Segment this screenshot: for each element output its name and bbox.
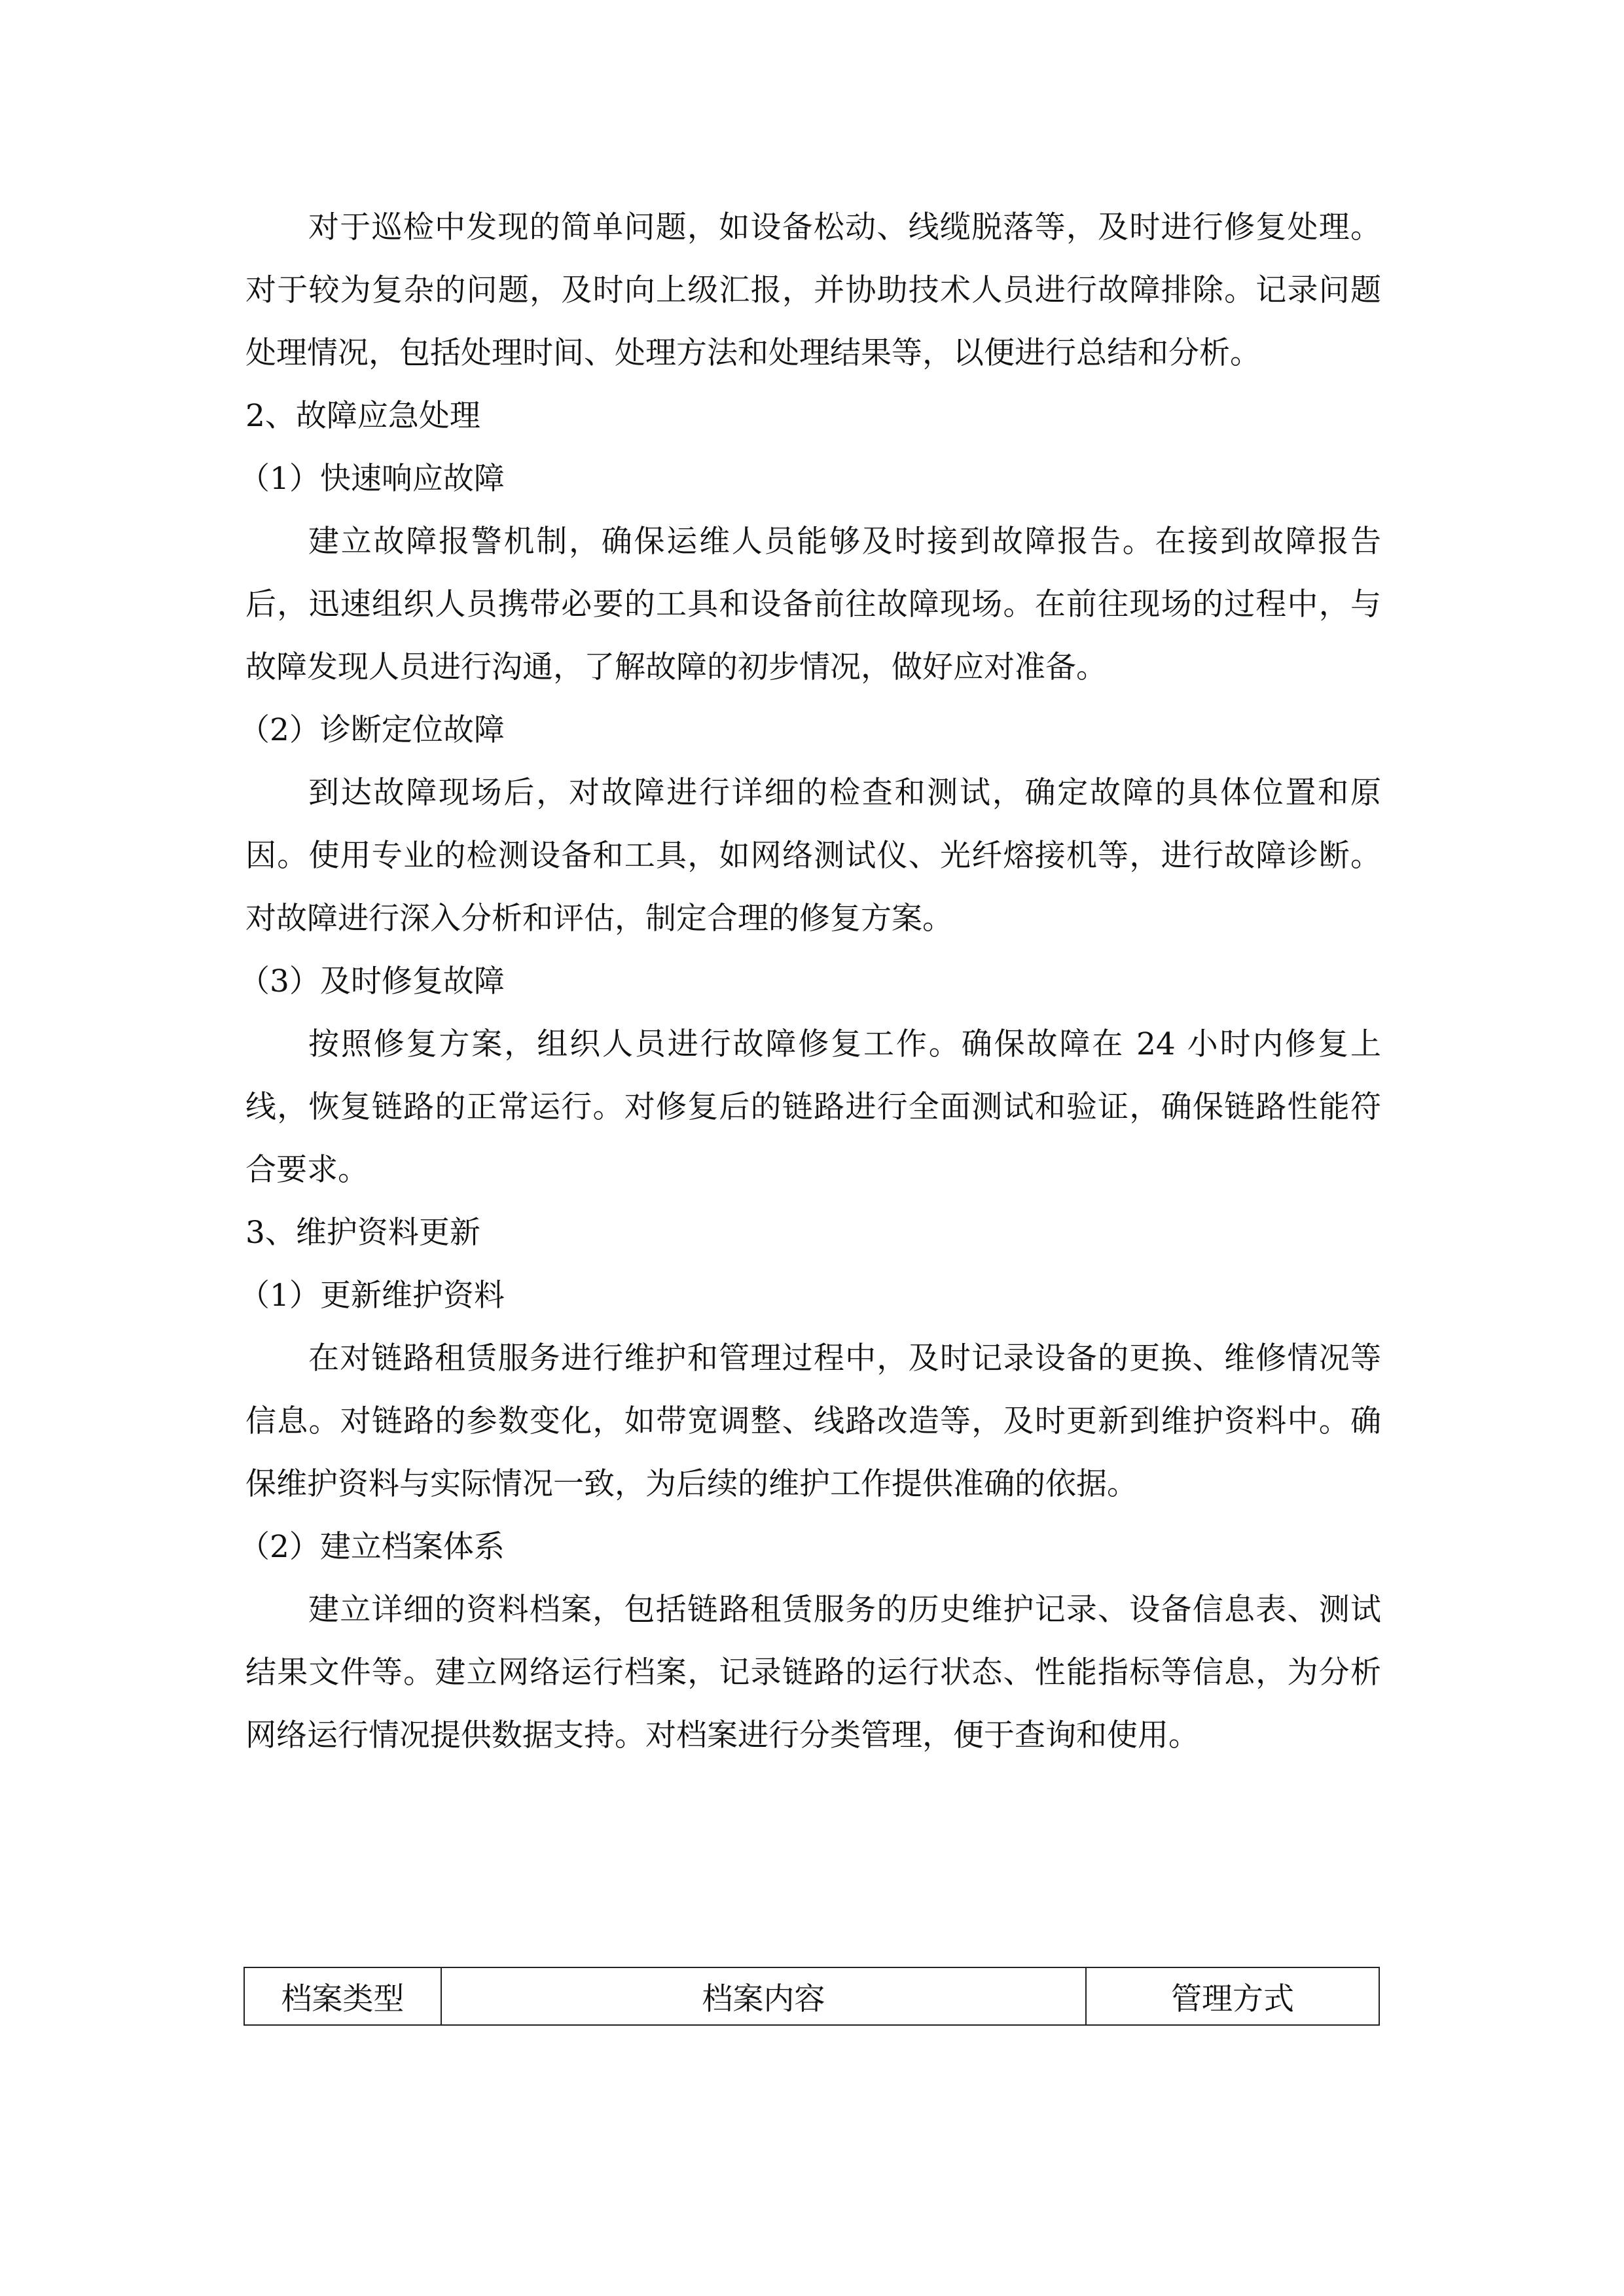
subheading-repair-fault: （3）及时修复故障 <box>239 963 505 999</box>
archive-table <box>244 1967 1380 2026</box>
subheading-update-docs: （1）更新维护资料 <box>239 1278 505 1314</box>
column-header-archive-type: 档案类型 <box>244 1967 441 2025</box>
column-header-archive-content: 档案内容 <box>441 1967 1086 2025</box>
heading-fault-emergency: 2、故障应急处理 <box>245 398 480 434</box>
subheading-diagnose-fault: （2）诊断定位故障 <box>239 712 505 748</box>
document-page <box>239 196 1381 1767</box>
paragraph-quick-response: 建立故障报警机制，确保运维人员能够及时接到故障报告。在接到故障报告后，迅速组织人员携带必要的工具和设备前往故障现场。在前往现场的过程中，与故障发现人员进行沟通，了解故障的初步情况，做好应对准备。 <box>245 524 1381 685</box>
column-header-management-method: 管理方式 <box>1086 1967 1379 2025</box>
paragraph-repair-fault: 按照修复方案，组织人员进行故障修复工作。确保故障在 24 小时内修复上线，恢复链路的正常运行。对修复后的链路进行全面测试和验证，确保链路性能符合要求。 <box>245 1026 1381 1188</box>
paragraph-diagnose-fault: 到达故障现场后，对故障进行详细的检查和测试，确定故障的具体位置和原因。使用专业的检测设备和工具，如网络测试仪、光纤熔接机等，进行故障诊断。对故障进行深入分析和评估，制定合理的修复方案。 <box>245 775 1381 937</box>
heading-maintenance-docs: 3、维护资料更新 <box>245 1215 480 1251</box>
subheading-quick-response: （1）快速响应故障 <box>239 461 505 497</box>
subheading-archive-system: （2）建立档案体系 <box>239 1529 505 1565</box>
table-header-row <box>244 1967 1379 2025</box>
paragraph-archive-system: 建立详细的资料档案，包括链路租赁服务的历史维护记录、设备信息表、测试结果文件等。建立网络运行档案，记录链路的运行状态、性能指标等信息，为分析网络运行情况提供数据支持。对档案进行分类管理，便于查询和使用。 <box>245 1592 1381 1753</box>
paragraph-update-docs: 在对链路租赁服务进行维护和管理过程中，及时记录设备的更换、维修情况等信息。对链路的参数变化，如带宽调整、线路改造等，及时更新到维护资料中。确保维护资料与实际情况一致，为后续的维护工作提供准确的依据。 <box>245 1340 1381 1502</box>
paragraph-inspection-issues: 对于巡检中发现的简单问题，如设备松动、线缆脱落等，及时进行修复处理。对于较为复杂的问题，及时向上级汇报，并协助技术人员进行故障排除。记录问题处理情况，包括处理时间、处理方法和处理结果等，以便进行总结和分析。 <box>245 209 1381 371</box>
